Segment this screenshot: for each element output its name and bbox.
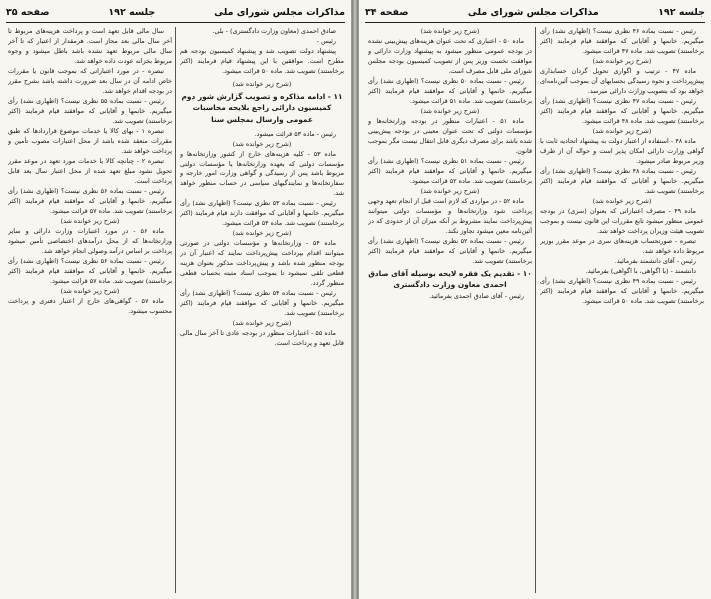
paragraph: صادق احمدی (معاون وزارت دادگستری) - بلی.	[212, 27, 336, 35]
paragraph: ماده ۵۲ - در مواردی که لازم است قبل از انجام تعهد وجهی پرداخت شود وزارتخانه‌ها و مؤسسات دولتی میتوانند پیش‌پرداخت نمایند مشروط بر آنکه میزان آن از حدودی که در آئین‌نامه معین میشود تجاوز نکند.	[368, 196, 532, 235]
speaker-paragraph: رئیس - نسبت بماده ۵۶ نظری نیست؟ (اظهاری نشد) رأی میگیریم. خانمها و آقایانی که موافقند قیام فرمایند (اکثر برخاستند) تصویب شد. ماده ۵۷ قرائت میشود.	[8, 186, 172, 215]
speaker-paragraph: رئیس - نسبت بماده ۵۴ نظری نیست؟ (اظهاری نشد) رأی میگیریم. خانمها و آقایانی که موافقند قیام فرمایند (اکثر برخاستند) تصویب شد.	[180, 289, 344, 318]
paragraph: ماده ۵۰ - اعتباری که تحت عنوان هزینه‌های پیش‌بینی نشده در بودجه عمومی منظور میشود به پیشنهاد وزارت دارائی و موافقت نخست وزیر پس از تصویب کمیسیون بودجه مجلس شورای ملی قابل مصرف است.	[368, 36, 532, 75]
speaker-paragraph: رئیس - نسبت بماده ۵۱ نظری نیست؟ (اظهاری نشد) رأی میگیریم. خانمها و آقایانی که موافقند قیام فرمایند (اکثر برخاستند) تصویب شد. ماده ۵۲ قرائت میشود.	[368, 156, 532, 185]
paragraph: سال مالی قابل تعهد است و پرداخت هزینه‌های مربوط تا آخر سال مالی بعد مجاز است. هرمقدار از اعتبار که تا آخر سال مالی مربوط تعهد نشده باشد باطل میشود و وجوه مربوط بخزانه عودت داده خواهد شد.	[8, 27, 172, 65]
text-column-left	[8, 27, 172, 595]
session-label: جلسه ۱۹۲	[108, 6, 156, 18]
column-divider	[175, 27, 176, 593]
paragraph: ماده ۵۴ - وزارتخانه‌ها و مؤسسات دولتی در صورتی میتوانند اقدام بپرداخت پیش‌پرداخت نمایند که اعتبار آن در بودجه منظور شده باشد و پیش‌پرداخت مذکور بعنوان هزینه قطعی تلقی نمیشود تا بموجب اسناد مثبته بحساب قطعی منظور گردد.	[180, 239, 344, 288]
speaker-paragraph: رئیس - نسبت بماده ۵۰ نظری نیست؟ (اظهاری نشد) رأی میگیریم. خانمها و آقایانی که موافقند قیام فرمایند (اکثر برخاستند) تصویب شد. ماده ۵۱ قرائت میشود.	[368, 76, 532, 105]
page-header	[6, 4, 345, 20]
paragraph: تبصره ۱ - بهای کالا یا خدمات موضوع قراردادها که طبق مقررات منعقد شده باشد از محل اعتبارات مصوب تأمین و پرداخت خواهد شد.	[8, 126, 172, 155]
header-rule	[365, 22, 705, 23]
right-page	[358, 0, 711, 599]
paragraph: ماده ۵۵ - اعتبارات منظور در بودجه عادی تا آخر سال مالی قابل تعهد و پرداخت است.	[180, 329, 344, 348]
text-column-right	[540, 27, 704, 595]
speaker-paragraph: رئیس -	[316, 36, 336, 45]
reading-note: (شرح زیر خوانده شد)	[232, 139, 292, 148]
speaker-paragraph: رئیس - آقای دانشمند بفرمائید.	[614, 256, 696, 265]
reading-note: (شرح زیر خوانده شد)	[60, 216, 120, 225]
paragraph: پیشنهاد دولت تصویب شد و پیشنهاد کمیسیون بودجه هم مطرح است. موافقین با این پیشنهاد قیام فرمایند (اکثر برخاستند) تصویب شد. ماده ۵۰ قرائت میشود.	[180, 46, 344, 75]
speaker-paragraph: رئیس - آقای صادق احمدی بفرمائید.	[428, 291, 524, 300]
paragraph: ماده ۴۸ - استفاده از اعتبار دولت به پیشنهاد اتحادیه ثابت با گواهی وزارت دارائی امکان پذیر است و حواله آن از طرف وزیر مربوط صادر میشود.	[540, 136, 704, 165]
header-rule	[6, 22, 345, 23]
text-column-left	[368, 27, 532, 595]
reading-note: (شرح زیر خوانده شد)	[232, 229, 292, 238]
text-column-right	[180, 27, 344, 595]
reading-note: (شرح زیر خوانده شد)	[420, 106, 480, 115]
speaker-paragraph: رئیس - نسبت بماده ۵۲ نظری نیست؟ (اظهاری نشد) رأی میگیریم. خانمها و آقایانی که موافقند قیام فرمایند (اکثر برخاستند) تصویب شد.	[368, 236, 532, 265]
reading-note: (شرح زیر خوانده شد)	[232, 79, 292, 88]
page-title-label: مذاکرات مجلس شورای ملی	[467, 6, 599, 18]
paragraph: ماده ۴۷ - ترتیب و اگواری تحویل گردان حسابداری پیش‌پرداخت و نحوه رسیدگی بحسابهای آن بموجب آئین‌نامه‌ای خواهد بود که بتصویب وزارت دارائی میرسد.	[540, 66, 704, 95]
speaker-paragraph: رئیس - نسبت بماده ۴۸ نظری نیست؟ (اظهاری نشد) رأی میگیریم. خانمها و آقایانی که موافقند قیام فرمایند (اکثر برخاستند) تصویب شد.	[540, 166, 704, 195]
reading-note: (شرح زیر خوانده شد)	[420, 186, 480, 195]
paragraph: تبصره ۲ - چنانچه کالا یا خدمات مورد تعهد در موعد مقرر تحویل نشود مبلغ تعهد شده از محل اعتبار سال بعد قابل پرداخت است.	[8, 156, 172, 185]
section-heading: ۱۱ - ادامه مذاکره و تصویب گزارش شور دوم کمیسیون دارائی راجع بلایحه محاسبات عمومی وارسال بمجلس سنا	[181, 91, 343, 124]
paragraph: تبصره - صورتحساب هزینه‌های سری در موعد مقرر بوزیر مربوط داده خواهد شد.	[540, 236, 704, 255]
speaker-paragraph: رئیس - نسبت بماده ۵۳ نظری نیست؟ (اظهاری نشد) رأی میگیریم. خانمها و آقایانی که موافقت دارند قیام فرمایند (اکثر برخاستند) تصویب شد. ماده ۵۴ قرائت میشود.	[180, 199, 344, 228]
paragraph: ماده ۴۹ - مصرف اعتباراتی که بعنوان (سری) در بودجه عمومی منظور میشود تابع مقررات این قانون نیست و بموجب تصویب هیئت وزیران پرداخت خواهد شد.	[540, 206, 704, 235]
paragraph: تبصره - در مورد اعتباراتی که بموجب قانون یا مقررات خاص ادامه آن در سال بعد ضرورت داشته باشد بشرح مقرر در بودجه اقدام خواهد شد.	[8, 66, 172, 95]
reading-note: (شرح زیر خوانده شد)	[60, 286, 120, 295]
page-header	[365, 4, 705, 20]
left-page	[0, 0, 352, 599]
reading-note: (شرح زیر خوانده شد)	[592, 196, 652, 205]
paragraph: ماده ۵۳ - کلیه هزینه‌های خارج از کشور وزارتخانه‌ها و مؤسسات دولتی که بعهده وزارتخانه‌ها یا مؤسسات دولتی مربوط باشد پس از رسیدگی و گواهی وزارت امور خارجه و سفارتخانه‌ها و نمایندگیهای سیاسی در حساب منظور خواهد شد.	[180, 149, 344, 198]
speaker-paragraph: رئیس - نسبت بماده ۵۶ نظری نیست؟ (اظهاری نشد) رأی میگیریم. خانمها و آقایانی که موافقند قیام فرمایند (اکثر برخاستند) تصویب شد. ماده ۵۷ قرائت میشود.	[8, 256, 172, 285]
paragraph: ماده ۵۷ - گواهی‌های خارج از اعتبار دفتری و پرداخت محسوب میشود.	[8, 296, 172, 315]
section-heading: ۱۰ - تقدیم یک فقره لایحه بوسیله آقای صادق احمدی معاون وزارت دادگستری	[368, 268, 532, 290]
speaker-paragraph: رئیس - نسبت بماده ۵۵ نظری نیست؟ (اظهاری نشد) رأی میگیریم. خانمها و آقایانی که موافقند قیام فرمایند (اکثر برخاستند) تصویب شد.	[8, 96, 172, 125]
reading-note: (شرح زیر خوانده شد)	[592, 56, 652, 65]
speaker-paragraph: رئیس - نسبت بماده ۴۷ نظری نیست؟ (اظهاری نشد) رأی میگیریم. خانمها و آقایانی که موافقند قیام فرمایند (اکثر برخاستند) تصویب شد. ماده ۴۸ قرائت میشود.	[540, 96, 704, 125]
speaker-paragraph: رئیس - نسبت بماده ۴۹ نظری نیست؟ (اظهاری نشد) رأی میگیریم. خانمها و آقایانی که موافقند قیام فرمایند (اکثر برخاستند) تصویب شد. ماده ۵۰ قرائت میشود.	[540, 276, 704, 305]
session-label: جلسه ۱۹۲	[658, 6, 705, 18]
reading-note: (شرح زیر خوانده شد)	[592, 126, 652, 135]
reading-note: (شرح زیر خوانده شد)	[420, 27, 480, 35]
reading-note: (شرح زیر خوانده شد)	[232, 319, 292, 328]
paragraph: دانشمند - (با اگواهی، با اگواهی) بفرمائید.	[585, 266, 696, 275]
paragraph: ماده ۵۶ - در مورد اعتبارات وزارت دارائی و سایر وزارتخانه‌ها که از محل درآمدهای اختصاصی تأمین میشود پرداخت بر اساس درآمد وصولی انجام خواهد شد.	[8, 226, 172, 255]
page-title-label: مذاکرات مجلس شورای ملی	[214, 6, 345, 18]
speaker-paragraph: رئیس - ماده ۵۳ قرائت میشود.	[254, 129, 336, 138]
paragraph: ماده ۵۱ - اعتبارات منظور در بودجه وزارتخانه‌ها و مؤسسات دولتی که تحت عنوان معینی در بودجه پیش‌بینی شده باشد برای مصرف دیگری قابل انتقال نیست مگر بموجب قانون.	[368, 116, 532, 155]
column-divider	[535, 27, 536, 593]
speaker-paragraph: رئیس - نسبت بماده ۴۶ نظری نیست؟ (اظهاری نشد) رأی میگیریم. خانمها و آقایانی که موافقند قیام فرمایند (اکثر برخاستند) تصویب شد. ماده ۴۷ قرائت میشود.	[540, 27, 704, 55]
page-number-label: صفحه ۳۵	[6, 6, 50, 18]
page-number-label: صفحه ۳۴	[365, 6, 409, 18]
